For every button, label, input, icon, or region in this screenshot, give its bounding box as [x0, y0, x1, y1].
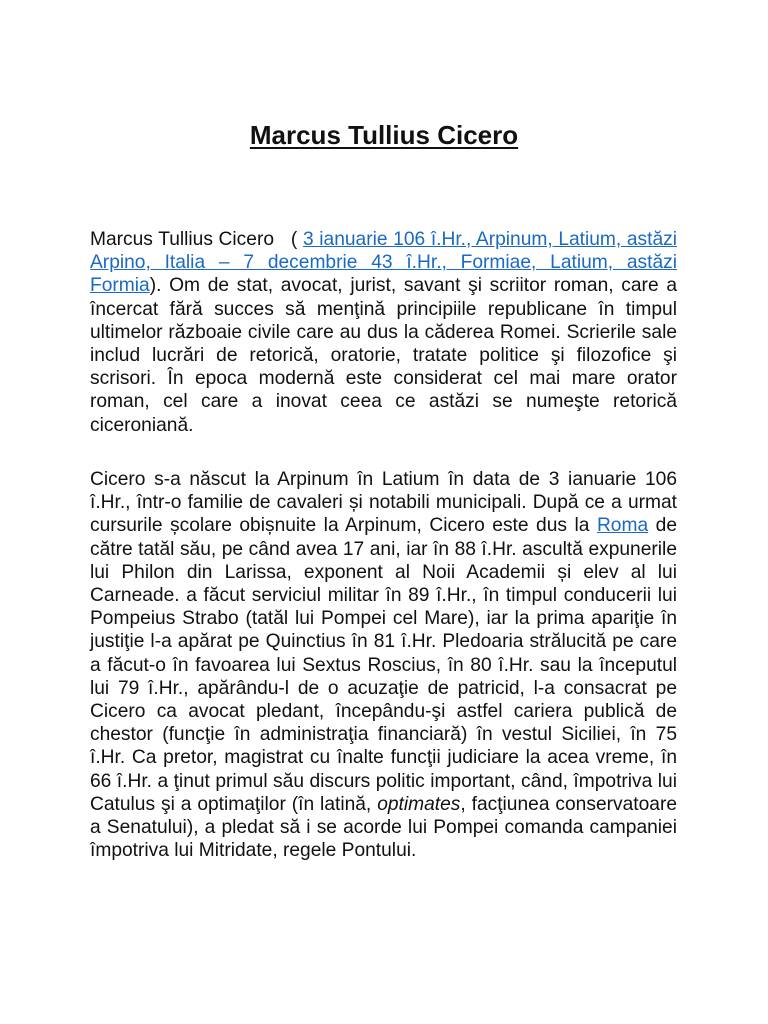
biography-paragraph	[90, 468, 677, 862]
intro-lead-text: Marcus Tullius Cicero (	[90, 229, 303, 250]
roma-link[interactable]: Roma	[596, 515, 649, 537]
biography-text-part3: , facţiunea conservatoare a Senatului), a pledat să i se acorde lui Pompei comanda campaniei împotriva lui Mitridate, regele Pontului.	[90, 793, 677, 862]
biography-text-part2: de către tatăl său, pe când avea 17 ani, iar în 88 î.Hr. ascultă expunerile lui Philon din Larissa, exponent al Noii Academii și elev al lui Carneade. a făcut serviciul militar în 89 î.Hr., în timpul conducerii lui Pompeius Strabo (tatăl lui Pompei cel Mare), iar la prima apariţie în justiţie l-a apărat pe Quinctius în 81 î.Hr. Pledoaria strălucită pe care a făcut-o în favoarea lui Sextus Roscius, în 80 î.Hr. sau la începutul lui 79 î.Hr., apărându-l de o acuzaţie de patricid, l-a consacrat pe Cicero ca avocat pledant, începându-şi astfel cariera publică de chestor (funcţie în administraţia financiară) în vestul Siciliei, în 75 î.Hr. Ca pretor, magistrat cu înalte funcţii judiciare la acea vreme, în 66 î.Hr. a ţinut primul său discurs politic important, când, împotriva lui Catulus şi a optimaţilor (în latină,	[90, 515, 677, 815]
biography-text-part1: Cicero s-a născut la Arpinum în Latium în data de 3 ianuarie 106 î.Hr., într-o familie de cavaleri și notabili municipali. După ce a urmat cursurile școlare obișnuite la Arpinum, Cicero este dus la	[90, 469, 677, 537]
intro-rest-text: ). Om de stat, avocat, jurist, savant şi scriitor roman, care a încercat fără succes să menţină principiile republicane în timpul ultimelor războaie civile care au dus la căderea Romei. Scrierile sale includ lucrări de retorică, oratorie, tratate politice şi filozofice şi scrisori. În epoca modernă este considerat cel mai mare orator roman, cel care a inovat ceea ce astăzi se numeşte retorică ciceroniană.	[90, 275, 677, 436]
intro-paragraph	[90, 228, 677, 437]
optimates-italic-term: optimates	[377, 793, 461, 815]
birth-death-link[interactable]: 3 ianuarie 106 î.Hr., Arpinum, Latium, astăzi Arpino, Italia – 7 decembrie 43 î.Hr., Formiae, Latium, astăzi Formia	[90, 229, 678, 297]
page-title: Marcus Tullius Cicero	[249, 120, 519, 150]
